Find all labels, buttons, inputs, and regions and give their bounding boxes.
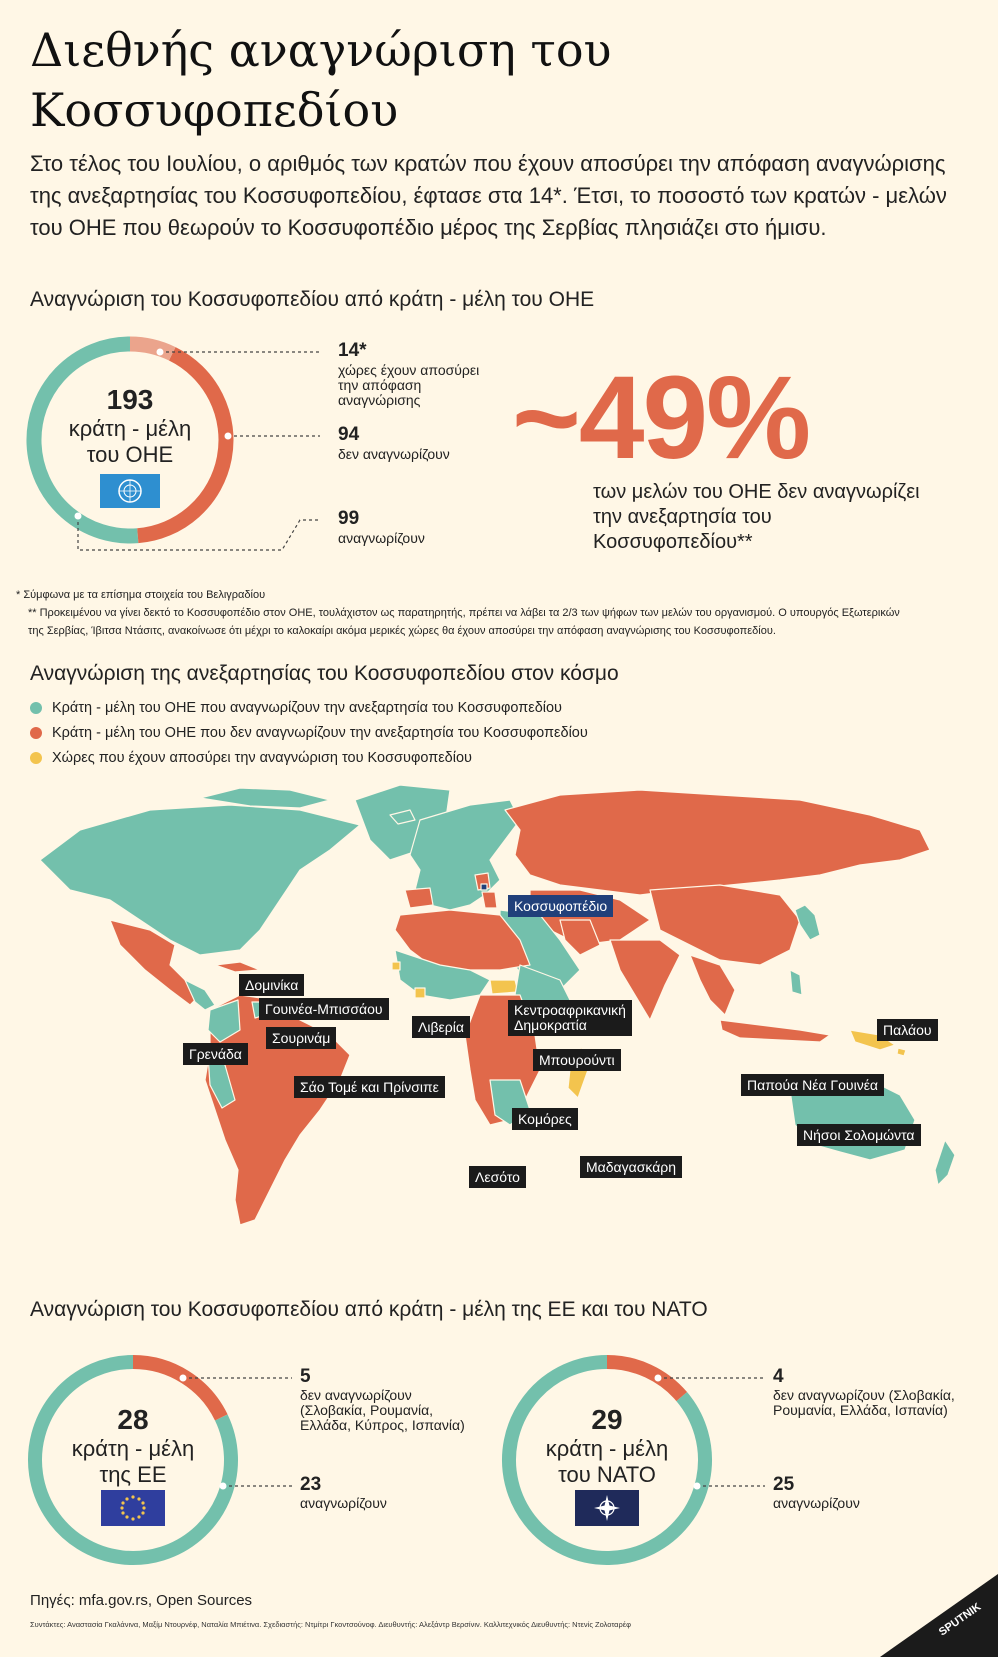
footnote-2: ** Προκειμένου να γίνει δεκτό το Κοσσυφοπέδιο στον ΟΗΕ, τουλάχιστον ως παρατηρητής, πρέπει να λάβει τα 2/3 των ψήφων των μελών του οργανισμού. Ο υπουργός Εξωτερικών της Σερβίας, Ίβιτσα Ντάσιτς, ανακοίνωσε ότι μέχρι το καλοκαίρι ακόμα μερικές χώρες θα έχουν αποσύρει την απόφαση αναγνώρισης του Κοσσυφοπεδίου. bbox=[28, 607, 900, 637]
map-indonesia bbox=[720, 1020, 830, 1042]
eu-yes-label: αναγνωρίζουν bbox=[300, 1495, 387, 1511]
map-label-liberia: Λιβερία bbox=[412, 1016, 470, 1038]
credits: Συντάκτες: Αναστασία Γκαλάνινα, Μαξίμ Ντουρνέφ, Ναταλία Μπιέτινα. Σχεδιαστής: Ντμίτρι Γκοντσούνοφ. Διευθυντής: Αλεξάντρ Βερσίνιν. Καλλιτεχνικός Διευθυντής: Ντενίς Ζολοταρέφ bbox=[30, 1620, 631, 1629]
map-greece bbox=[482, 892, 497, 908]
eu-not-number: 5 bbox=[300, 1366, 311, 1387]
percent-caption: των μελών του ΟΗΕ δεν αναγνωρίζει την ανεξαρτησία του Κοσσυφοπεδίου** bbox=[593, 481, 920, 553]
map-label-comoros: Κομόρες bbox=[512, 1108, 578, 1130]
map-new-zealand bbox=[935, 1140, 955, 1185]
map-label-car: Κεντροαφρικανική Δημοκρατία bbox=[508, 1000, 632, 1036]
eu-nato-section-heading: Αναγνώριση του Κοσσυφοπεδίου από κράτη - μέλη της ΕΕ και του ΝΑΤΟ bbox=[30, 1298, 708, 1321]
legend-dot-yellow bbox=[30, 752, 42, 764]
eu-center-number: 28 bbox=[117, 1404, 149, 1435]
withdrawn-label: χώρες έχουν αποσύρει την απόφαση αναγνώρισης bbox=[338, 362, 480, 408]
title-line-1: Διεθνής αναγνώριση του bbox=[30, 23, 612, 77]
map-label-grenada: Γρενάδα bbox=[183, 1043, 248, 1065]
eu-not-label: δεν αναγνωρίζουν (Σλοβακία, Ρουμανία, Ελλάδα, Κύπρος, Ισπανία) bbox=[300, 1387, 465, 1433]
map-cuba bbox=[215, 962, 260, 972]
map-solomon bbox=[897, 1048, 906, 1056]
un-arc-withdrawn bbox=[130, 344, 172, 354]
nato-compass-icon bbox=[575, 1490, 639, 1526]
eu-yes-number: 23 bbox=[300, 1474, 322, 1495]
nato-arc-not-recognize bbox=[607, 1362, 682, 1397]
map-southeast-asia bbox=[690, 955, 735, 1015]
map-label-kosovo: Κοσσυφοπέδιο bbox=[508, 895, 613, 917]
un-flag-icon bbox=[100, 474, 160, 508]
map-label-png: Παπούα Νέα Γουινέα bbox=[741, 1074, 884, 1096]
not-recognize-label: δεν αναγνωρίζουν bbox=[338, 446, 450, 462]
map-label-palau: Παλάου bbox=[877, 1019, 938, 1041]
nato-yes-label: αναγνωρίζουν bbox=[773, 1495, 860, 1511]
title-line-2: Κοσσυφοπεδίου bbox=[30, 83, 399, 137]
un-section-heading: Αναγνώριση του Κοσσυφοπεδίου από κράτη - μέλη του ΟΗΕ bbox=[30, 288, 595, 311]
eu-center-label-2: της ΕΕ bbox=[99, 1462, 167, 1487]
map-label-solomon: Νήσοι Σολομώντα bbox=[797, 1124, 921, 1146]
map-liberia bbox=[415, 988, 425, 998]
legend-dot-orange bbox=[30, 727, 42, 739]
un-center-label-2: του ΟΗΕ bbox=[86, 442, 174, 467]
map-label-burundi: Μπουρούντι bbox=[533, 1049, 621, 1071]
sputnik-logo bbox=[880, 1574, 998, 1657]
world-section-heading: Αναγνώριση της ανεξαρτησίας του Κοσσυφοπεδίου στον κόσμο bbox=[30, 662, 619, 685]
legend-dot-teal bbox=[30, 702, 42, 714]
map-philippines bbox=[790, 970, 802, 995]
eu-flag-icon bbox=[101, 1490, 165, 1526]
nato-not-label: δεν αναγνωρίζουν (Σλοβακία, Ρουμανία, Ελλάδα, Ισπανία) bbox=[773, 1387, 955, 1418]
map-canada-islands bbox=[200, 788, 330, 808]
eu-stars-icon bbox=[101, 1490, 165, 1526]
map-label-lesotho: Λεσότο bbox=[469, 1166, 526, 1188]
eu-center-label bbox=[43, 1436, 223, 1488]
map-label-madagascar: Μαδαγασκάρη bbox=[580, 1156, 682, 1178]
legend-item-recognize: Κράτη - μέλη του ΟΗΕ που αναγνωρίζουν την ανεξαρτησία του Κοσσυφοπεδίου bbox=[30, 700, 588, 716]
nato-not-number: 4 bbox=[773, 1366, 784, 1387]
percent-big: ~49% bbox=[512, 352, 810, 484]
legend-item-not-recognize: Κράτη - μέλη του ΟΗΕ που δεν αναγνωρίζουν την ανεξαρτησία του Κοσσυφοπεδίου bbox=[30, 725, 588, 741]
map-label-suriname: Σουρινάμ bbox=[266, 1027, 336, 1049]
intro-text: Στο τέλος του Ιουλίου, ο αριθμός των κρατών που έχουν αποσύρει την απόφαση αναγνώρισης της ανεξαρτησίας του Κοσσυφοπεδίου, έφτασε στα 14*. Έτσι, το ποσοστό των κρατών - μελών του ΟΗΕ που θεωρούν το Κοσσυφοπέδιο μέρος της Σερβίας πλησιάζει στο ήμισυ. bbox=[30, 151, 947, 240]
map-legend bbox=[30, 700, 588, 766]
legend-item-withdrawn: Χώρες που έχουν αποσύρει την αναγνώριση του Κοσσυφοπεδίου bbox=[30, 750, 588, 766]
map-japan-korea bbox=[795, 905, 820, 940]
map-north-america bbox=[40, 805, 360, 955]
sources: Πηγές: mfa.gov.rs, Open Sources bbox=[30, 1592, 253, 1609]
nato-center-label-1: κράτη - μέλη bbox=[545, 1436, 669, 1461]
nato-center-label bbox=[517, 1436, 697, 1488]
map-kosovo bbox=[481, 884, 487, 890]
un-center-label bbox=[40, 416, 220, 468]
footnote-1: * Σύμφωνα με τα επίσημα στοιχεία του Βελιγραδίου bbox=[16, 589, 266, 601]
map-car bbox=[490, 980, 518, 994]
un-emblem-icon bbox=[100, 474, 160, 508]
map-label-sao-tome: Σάο Τομέ και Πρίνσιπε bbox=[294, 1076, 445, 1098]
map-label-guinea-bissau: Γουινέα-Μπισσάου bbox=[259, 998, 389, 1020]
map-spain bbox=[405, 888, 433, 908]
un-center-label-1: κράτη - μέλη bbox=[68, 416, 192, 441]
recognize-label: αναγνωρίζουν bbox=[338, 530, 425, 546]
eu-center-label-1: κράτη - μέλη bbox=[71, 1436, 195, 1461]
map-guinea-bissau bbox=[392, 962, 400, 970]
not-recognize-number: 94 bbox=[338, 424, 360, 445]
map-russia bbox=[505, 790, 930, 895]
map-label-dominica: Δομινίκα bbox=[239, 974, 304, 996]
sputnik-brand-text: SPUTNIK bbox=[936, 1600, 984, 1639]
nato-flag-icon bbox=[575, 1490, 639, 1526]
recognize-number: 99 bbox=[338, 508, 360, 529]
nato-center-number: 29 bbox=[591, 1404, 623, 1435]
un-center-number: 193 bbox=[106, 384, 154, 415]
page-title bbox=[30, 20, 612, 140]
withdrawn-number: 14* bbox=[338, 340, 367, 361]
nato-center-label-2: του ΝΑΤΟ bbox=[558, 1462, 656, 1487]
nato-yes-number: 25 bbox=[773, 1474, 795, 1495]
